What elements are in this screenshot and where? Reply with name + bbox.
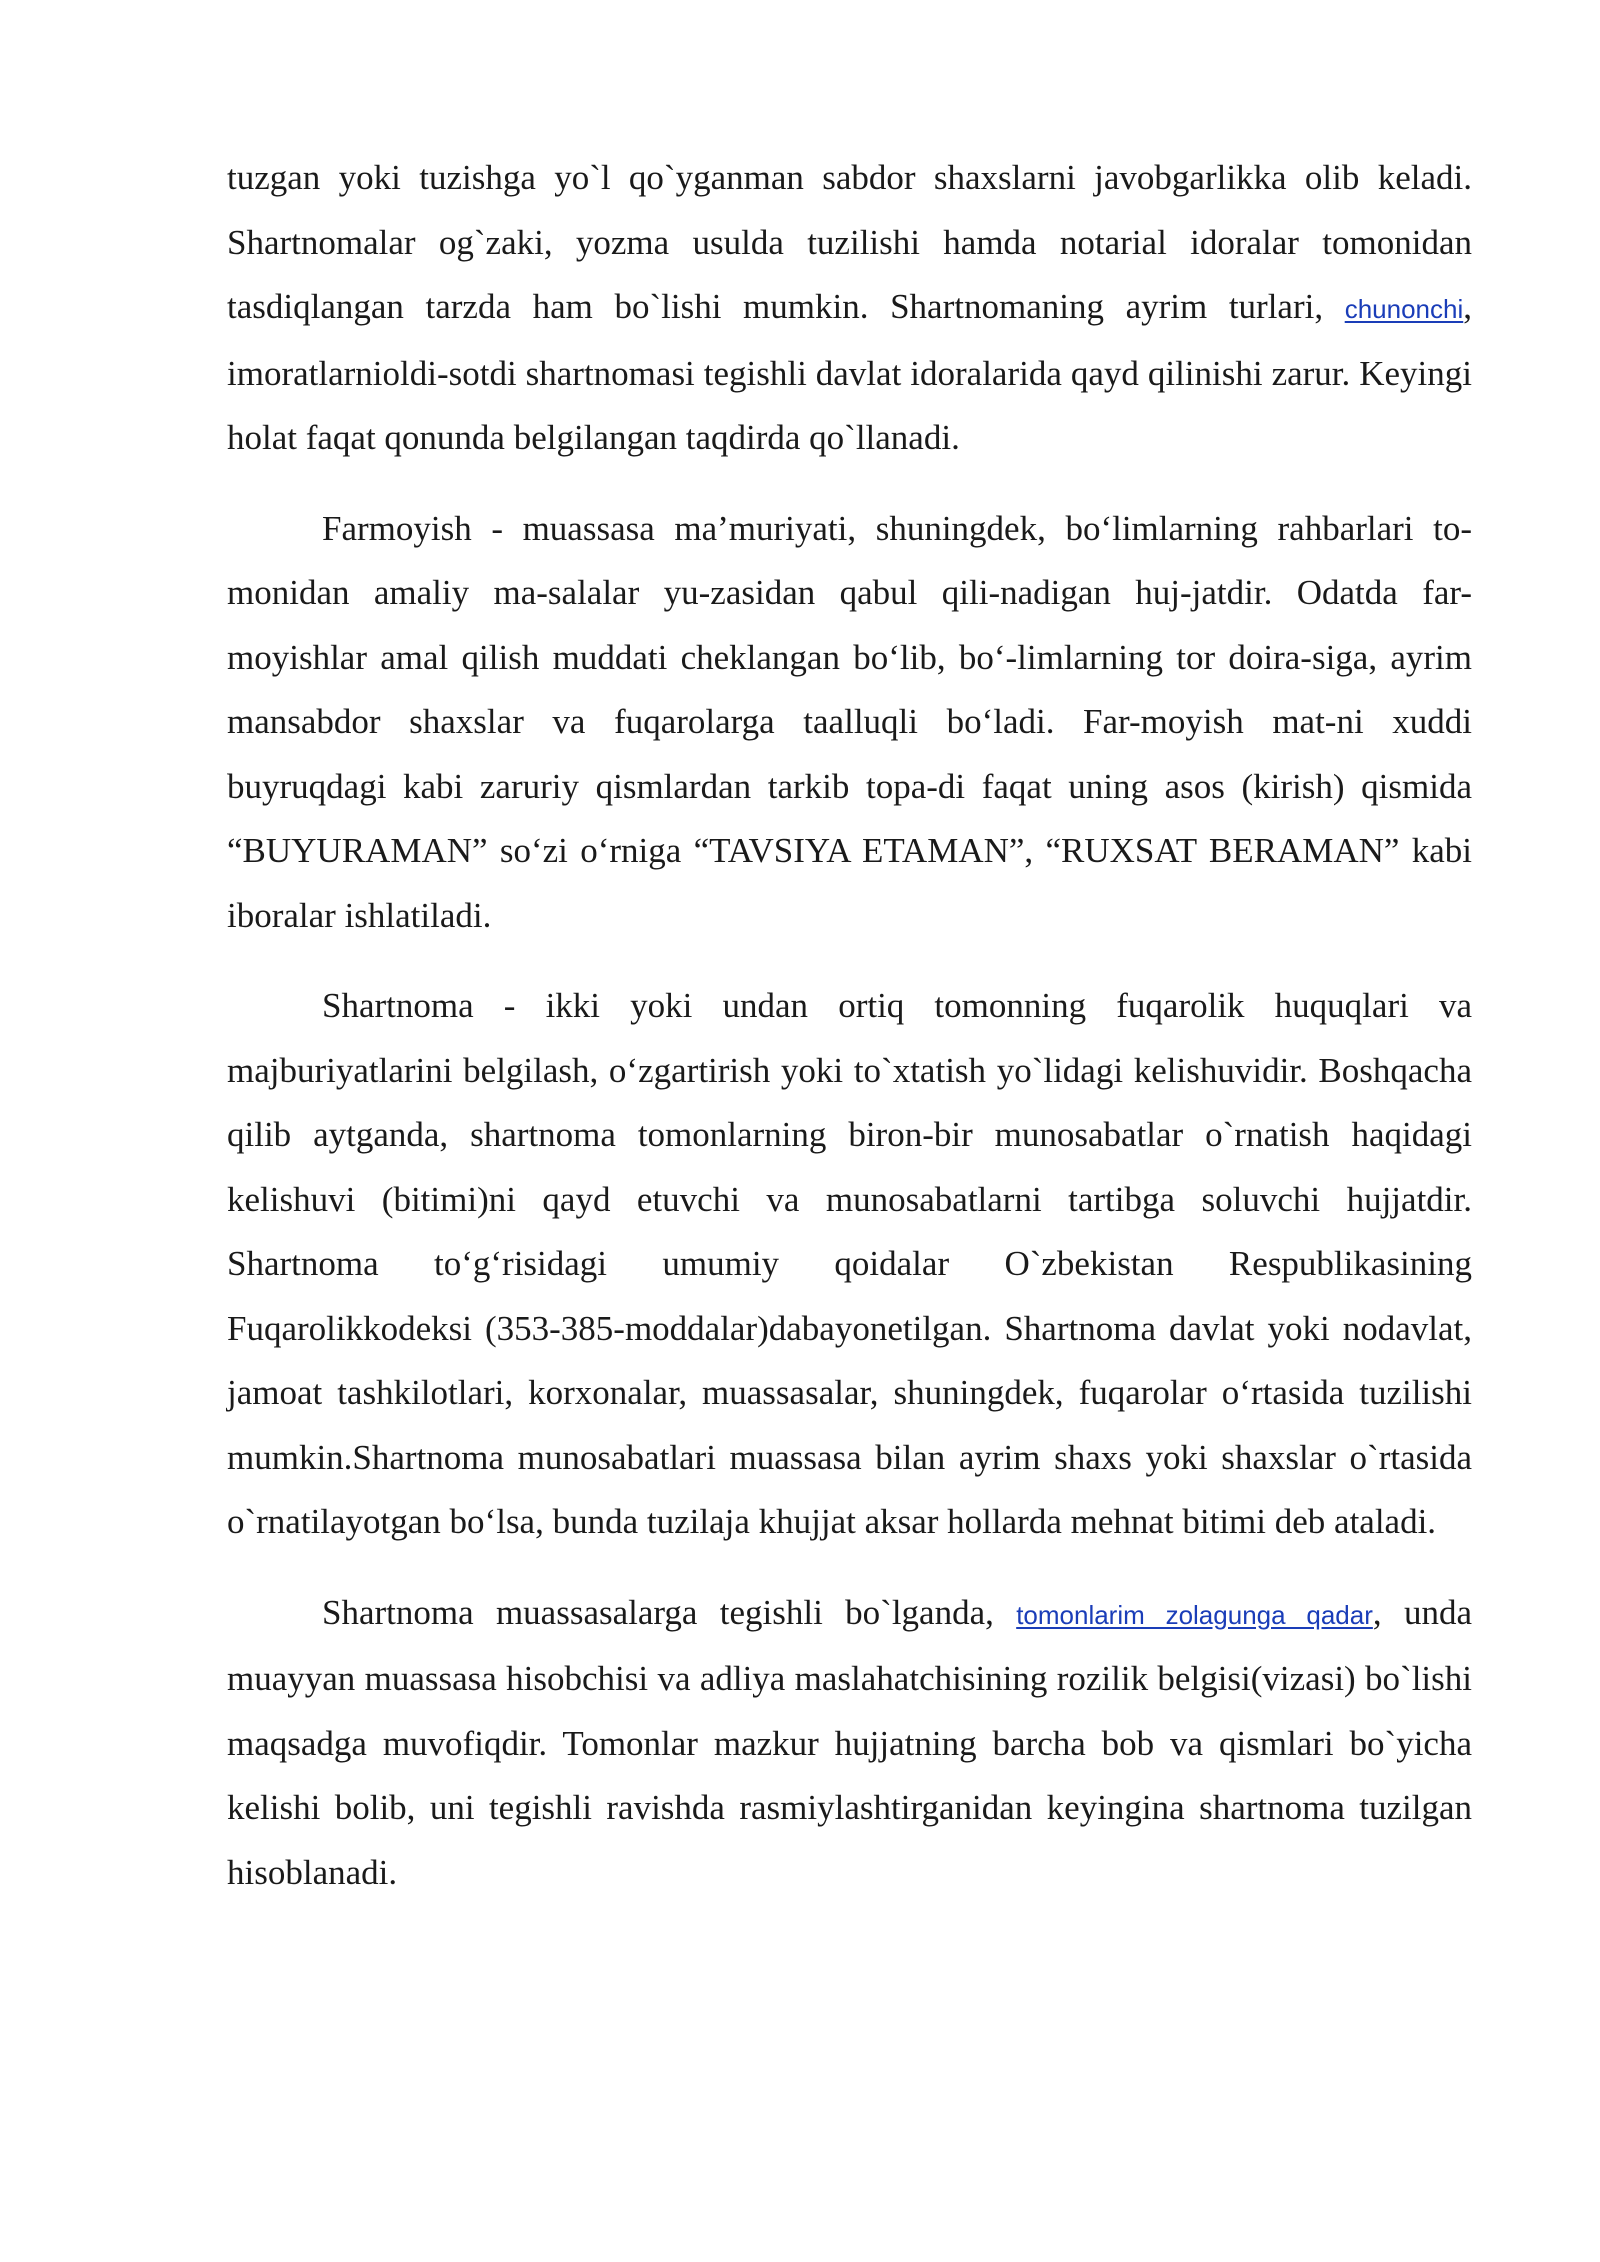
paragraph-1: [227, 146, 1472, 471]
link-chunonchi[interactable]: chunonchi: [1344, 294, 1464, 324]
document-body: [227, 146, 1472, 1905]
paragraph-text: , imoratlarnioldi-sotdi shartnomasi tegishli davlat idoralarida qayd qilinishi zarur. Keyingi holat faqat qonunda belgilangan taqdirda qo`llanadi.: [227, 287, 1472, 457]
paragraph-text: tuzgan yoki tuzishga yo`l qo`yganman sabdor shaxslarni javobgarlikka olib keladi. Shartnomalar og`zaki, yozma usulda tuzilishi hamda notarial idoralar tomonidan tasdiqlangan tarzda ham bo`lishi mumkin. Shartnomaning ayrim turlari,: [227, 158, 1472, 326]
paragraph-text: Shartnoma - ikki yoki undan ortiq tomonning fuqarolik huquqlari va majburiyatlarini belgilash, o‘zgartirish yoki to`xtatish yo`lidagi kelishuvidir. Boshqacha qilib aytganda, shartnoma tomonlarning biron-bir munosabatlar o`rnatish haqidagi kelishuvi (bitimi)ni qayd etuvchi va munosabatlarni tartibga soluvchi hujjatdir. Shartnoma to‘g‘risidagi umumiy qoidalar O`zbekistan Respublikasining Fuqarolikkodeksi (353-385-moddalar)dabayonetilgan. Shartnoma davlat yoki nodavlat, jamoat tashkilotlari, korxonalar, muassasalar, shuningdek, fuqarolar o‘rtasida tuzilishi mumkin.Shartnoma munosabatlari muassasa bilan ayrim shaxs yoki shaxslar o`rtasida o`rnatilayotgan bo‘lsa, bunda tuzilaja khujjat aksar hollarda mehnat bitimi deb ataladi.: [227, 986, 1472, 1541]
paragraph-4: [227, 1581, 1472, 1906]
paragraph-text: Shartnoma muassasalarga tegishli bo`lganda,: [322, 1592, 1017, 1632]
paragraph-2: [227, 497, 1472, 949]
link-tomonlarim-zolagunga-qadar[interactable]: tomonlarim zolagunga qadar: [1016, 1599, 1373, 1630]
paragraph-3: [227, 974, 1472, 1555]
paragraph-text: Farmoyish - muassasa ma’muriyati, shuningdek, bo‘limlarning rahbarlari to-monidan amaliy ma-salalar yu-zasidan qabul qili-nadigan huj-jatdir. Odatda far-moyishlar amal qilish muddati cheklangan bo‘lib, bo‘-limlarning tor doira-siga, ayrim mansabdor shaxslar va fuqarolarga taalluqli bo‘ladi. Far-moyish mat-ni xuddi buyruqdagi kabi zaruriy qismlardan tarkib topa-di faqat uning asos (kirish) qismida “BUYURAMAN” so‘zi o‘rniga “TAVSIYA ETAMAN”, “RUXSAT BERAMAN” kabi iboralar ishlatiladi.: [227, 508, 1472, 935]
paragraph-text: , unda muayyan muassasa hisobchisi va adliya maslahatchisining rozilik belgisi(vizasi) bo`lishi maqsadga muvofiqdir. Tomonlar mazkur hujjatning barcha bob va qismlari bo`yicha kelishi bolib, uni tegishli ravishda rasmiylashtirganidan keyingina shartnoma tuzilgan hisoblanadi.: [227, 1592, 1472, 1892]
